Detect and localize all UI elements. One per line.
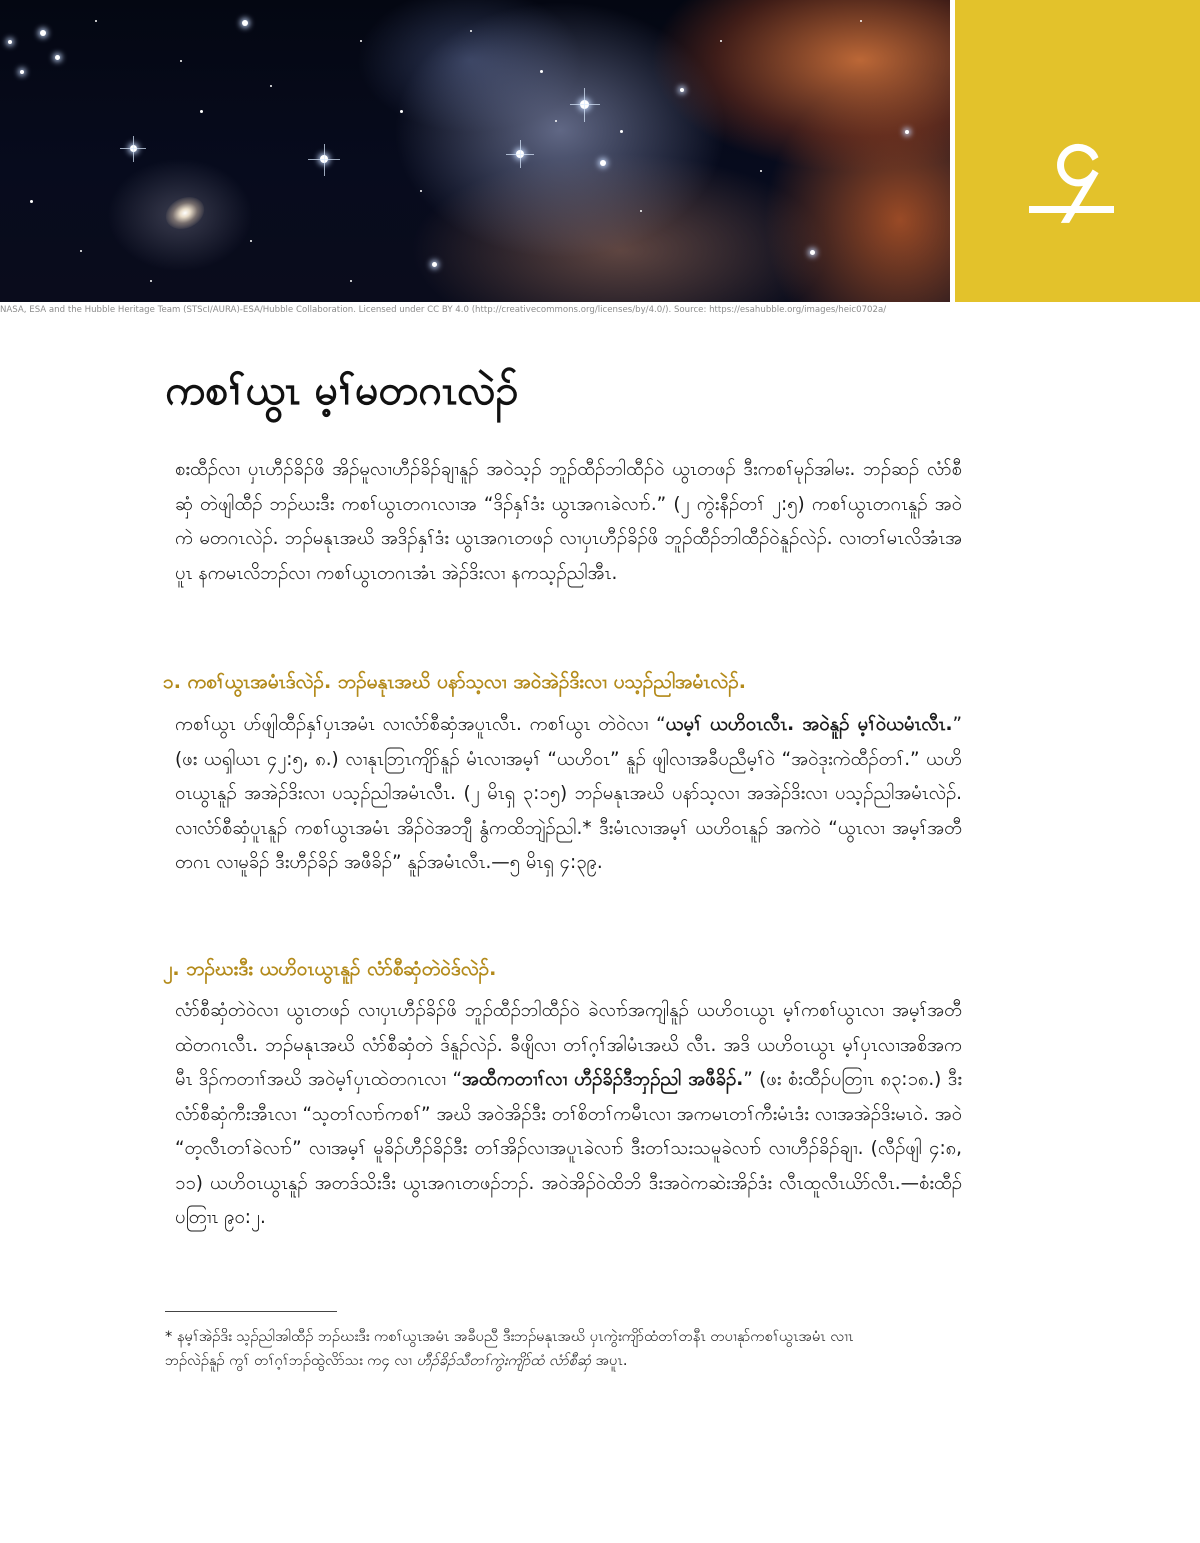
footnote-italic-title: ဟီၣ်ခိၣ်သီတၢ်ကွဲးကျိာ်ထံ လံာ်စီဆှံ [416,1352,591,1369]
section-2-body [175,994,962,1236]
header-nebula-image [0,0,950,302]
section-2-text-a: လံာ်စီဆှံတဲဝဲလၢ ယွၤတဖၣ် လၢပှၤဟီၣ်ခိၣ်ဖိ ဘူၣ်ထီၣ်ဘါထီၣ်ဝဲ ခဲလၢာ်အကျါနူၣ် ယဟိဝၤယွၤ မ့ၢ်ကစၢ်ယွၤလၢ အမ့ၢ်အတီ ထဲတဂၤလီၤ. ဘၣ်မနုၤအဃိ လံာ်စီဆှံတဲ ဒ်နူၣ်လဲၣ်. ခီဖျိလၢ တၢ်ဂ့ၢ်အါမံၤအဃိ လီၤ. အဒိ ယဟိဝၤယွၤ မ့ၢ်ပှၤလၢအစိအကမီၤ ဒိၣ်ကတၢၢ်အဃိ အဝဲမ့ၢ်ပှၤထဲတဂၤလၢ “ [175,1000,962,1090]
section-1-heading: ၁. ကစၢ်ယွၤအမံၤဒ်လဲၣ်. ဘၣ်မနုၤအဃိ ပနာ်သ့လၢ အဝဲအဲၣ်ဒိးလၢ ပသ့ၣ်ညါအမံၤလဲၣ်. [163,671,746,693]
star [810,250,815,255]
star [150,280,152,282]
section-2-text-b: ” (ဖး စံးထီၣ်ပတြၢၤ ၈၃:၁၈.) ဒီးလံာ်စီဆှံကီးအီၤလၢ “သ့တၢ်လၢာ်ကစၢ်” အဃိ အဝဲအိၣ်ဒီး တၢ်စိတၢ်ကမီၤလၢ အကမၤတၢ်ကီးမံၤဒံး လၢအအဲၣ်ဒိးမၤဝဲ. အဝဲ “တ့လီၤတၢ်ခဲလၢာ်” လၢအမ့ၢ် မူခိၣ်ဟီၣ်ခိၣ်ဒီး တၢ်အိၣ်လၢအပူၤခဲလၢာ် ဒီးတၢ်သးသမူခဲလၢာ် လၢဟီၣ်ခိၣ်ချၢ. (လီၣ်ဖျါ ၄:၈, ၁၁) ယဟိဝၤယွၤနူၣ် အတဒ်သိးဒီး ယွၤအဂၤတဖၣ်ဘၣ်. အဝဲအိၣ်ဝဲထိဘိ ဒီးအဝဲကဆဲးအိၣ်ဒံး လီၤထူလီၤယိာ်လီၤ.—စံးထီၣ်ပတြၢၤ ၉၀:၂. [175,1069,962,1228]
star [350,280,352,282]
footnote-text-b: အပူၤ. [591,1352,628,1369]
section-2-bold-quote: အထီကတၢၢ်လၢ ဟီၣ်ခိၣ်ဒီဘှၣ်ညါ အဖီခိၣ်. [462,1069,744,1090]
star [250,240,252,242]
section-1-paragraph [175,708,962,881]
star [680,88,684,92]
star [200,110,203,113]
lesson-title: ကစၢ်ယွၤ မ့ၢ်မတဂၤလဲၣ် [165,366,519,414]
section-1-text-a: ကစၢ်ယွၤ ပာ်ဖျါထီၣ်နှၢ်ပှၤအမံၤ လၢလံာ်စီဆှံအပူၤလီၤ. ကစၢ်ယွၤ တဲဝဲလၢ “ [175,714,666,735]
star [540,70,543,73]
star [400,110,403,113]
section-2-heading: ၂. ဘၣ်ဃးဒီး ယဟိဝၤယွၤနူၣ် လံာ်စီဆှံတဲဝဲဒ်လဲၣ်. [163,958,497,980]
section-2-paragraph [175,994,962,1236]
star [30,200,33,203]
star [55,55,60,60]
intro-paragraph: စးထီၣ်လၢ ပှၤဟီၣ်ခိၣ်ဖိ အိၣ်မူလၢဟီၣ်ခိၣ်ချၢနူၣ် အဝဲသ့ၣ် ဘူၣ်ထီၣ်ဘါထီၣ်ဝဲ ယွၤတဖၣ် ဒီးကစၢ်မုၣ်အါမး. ဘၣ်ဆၣ် လံာ်စီဆှံ တဲဖျါထီၣ် ဘၣ်ဃးဒီး ကစၢ်ယွၤတဂၤလၢအ “ဒိၣ်နှၢ်ဒံး ယွၤအဂၤခဲလၢာ်.” (၂ ကွဲးနီၣ်တၢ် ၂:၅) ကစၢ်ယွၤတဂၤနူၣ် အဝဲကဲ မတဂၤလဲၣ်. ဘၣ်မနုၤအဃိ အဒိၣ်နှၢ်ဒံး ယွၤအဂၤတဖၣ် လၢပှၤဟီၣ်ခိၣ်ဖိ ဘူၣ်ထီၣ်ဘါထီၣ်ဝဲနူၣ်လဲၣ်. လၢတၢ်မၤလိအံၤအပူၤ နကမၤလိဘၣ်လၢ ကစၢ်ယွၤတဂၤအံၤ အဲၣ်ဒိးလၢ နကသ့ၣ်ညါအီၤ. [175,459,962,584]
footnote [165,1325,865,1373]
star [8,40,12,44]
spiral-galaxy [161,191,210,235]
star [360,40,362,42]
star [760,170,762,172]
star [180,60,182,62]
star [860,20,862,22]
chapter-number: ၄ [1053,105,1102,205]
section-1-text-b: ” (ဖး ယၡါယၤ ၄၂:၅, ၈.) လၢနုၤဘြၤကျိာ်နူၣ် မံၤလၢအမ့ၢ် “ယဟိဝၤ” နူၣ် ဖျါလၢအခီပညီမ့ၢ်ဝဲ “အဝဲဒုးကဲထီၣ်တၢ်.” ယဟိဝၤယွၤနူၣ် အအဲၣ်ဒိးလၢ ပသ့ၣ်ညါအမံၤလီၤ. (၂ မိၤရှ ၃:၁၅) ဘၣ်မနုၤအဃိ ပနာ်သ့လၢ အအဲၣ်ဒိးလၢ ပသ့ၣ်ညါအမံၤလဲၣ်. လၢလံာ်စီဆှံပူၤနူၣ် ကစၢ်ယွၤအမံၤ အိၣ်ဝဲအဘျီ နွံကထိဘျဲၣ်ညါ.* ဒီးမံၤလၢအမ့ၢ် ယဟိဝၤနူၣ် အကဲဝဲ “ယွၤလၢ အမ့ၢ်အတီတဂၤ လၢမူခိၣ် ဒီးဟီၣ်ခိၣ် အဖီခိၣ်” နူၣ်အမံၤလီၤ.—၅ မိၤရှ ၄:၃၉. [175,714,963,873]
star [20,70,24,74]
star [640,210,642,212]
star [470,30,472,32]
section-1-bold-quote: ယမ့ၢ် ယဟိဝၤလီၤ. အဝဲနူၣ် မ့ၢ်ဝဲယမံၤလီၤ. [665,714,953,735]
star [95,20,97,22]
image-credit: NASA, ESA and the Hubble Heritage Team (STScI/AURA)-ESA/Hubble Collaboration. Licensed under CC BY 4.0 (http://creativecommons.org/licenses/by/4.0/). Source: https://esahubble.org/images/heic0702a/ [0,305,887,315]
chapter-badge [955,0,1200,302]
footnote-text-a: * နမ့ၢ်အဲၣ်ဒိး သ့ၣ်ညါအါထီၣ် ဘၣ်ဃးဒီး ကစၢ်ယွၤအမံၤ အခီပညီ ဒီးဘၣ်မနုၤအဃိ ပှၤကွဲးကျိာ်ထံတၢ်တနီၤ တပၢနုာ်ကစၢ်ယွၤအမံၤ လၢၤဘၣ်လဲၣ်နူၣ် ကွၢ် တၢ်ဂ့ၢ်ဘၣ်ထွဲလိာ်သး က၄ လၢ [165,1328,854,1369]
star [905,130,909,134]
star [270,85,272,87]
star [80,250,82,252]
star [555,120,557,122]
intro-block [175,453,962,591]
star [420,190,422,192]
star [40,30,46,36]
star [242,20,248,26]
star [432,262,437,267]
star [720,40,722,42]
section-1-body [175,708,962,881]
footnote-divider [165,1311,337,1312]
star [600,160,606,166]
star [620,130,623,133]
chapter-number-underline [1029,206,1114,213]
